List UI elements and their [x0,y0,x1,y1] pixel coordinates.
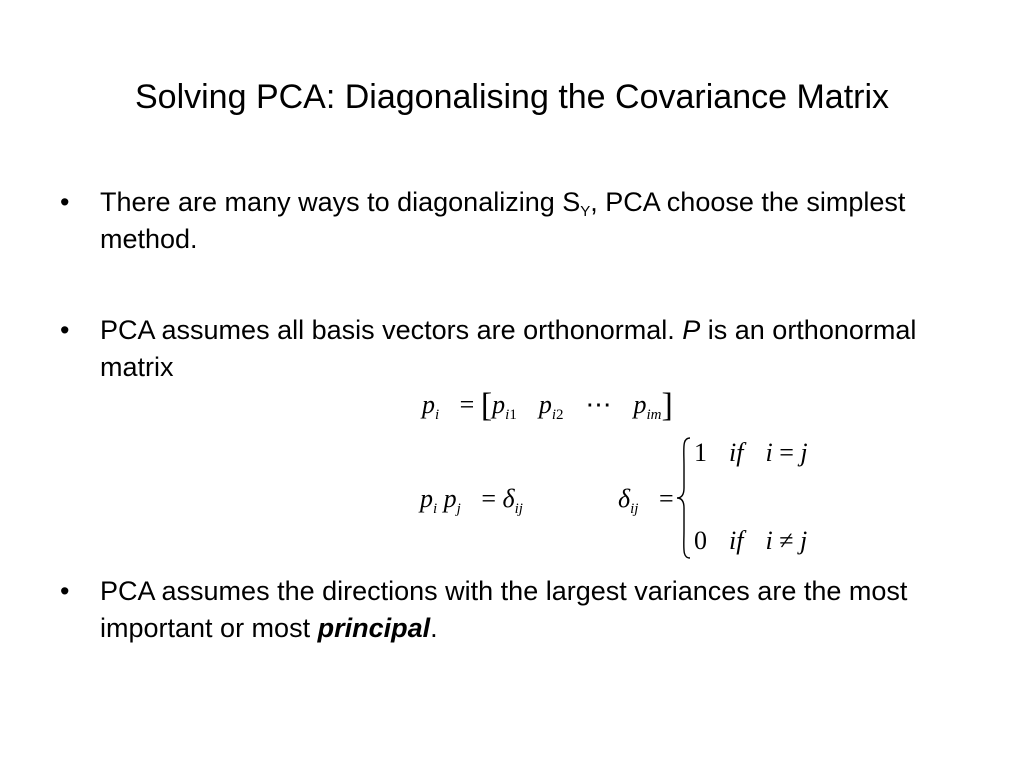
matrix-p-italic: P [682,315,701,345]
bullet-dot: • [60,315,70,345]
curly-brace-icon [676,436,692,560]
subscript-y: Y [580,203,591,220]
kronecker-case-equal: 1 if i = j [694,438,808,467]
principal-emphasis: principal [317,613,431,643]
bullet-dot: • [60,576,70,606]
equation-kronecker-lhs: $\delta_{ij}$ = [618,484,674,517]
bullet-text: There are many ways to diagonalizing $S_Y$, PCA choose the simplest method. [100,187,906,254]
slide-title: Solving PCA: Diagonalising the Covariance Matrix [134,78,890,116]
bullet-diagonalizing [60,184,980,258]
bullet-text: PCA assumes all basis vectors are orthonormal. P is an orthonormal matrix [100,315,917,382]
bullet-orthonormal [60,312,980,386]
equation-basis-vector: $p_i = [p_{i1}$ $p_{i2}$ ⋯ $p_{im}$] [422,387,673,424]
equation-dot-product: $p_i$ $p_j = \delta_{ij}$ [420,484,523,517]
bullet-largest-variance [60,573,980,647]
kronecker-case-not-equal: 0 if i ≠ j [694,526,808,555]
bullet-dot: • [60,187,70,217]
bullet-text: PCA assumes the directions with the largest variances are the most important or most principal. [100,576,908,643]
